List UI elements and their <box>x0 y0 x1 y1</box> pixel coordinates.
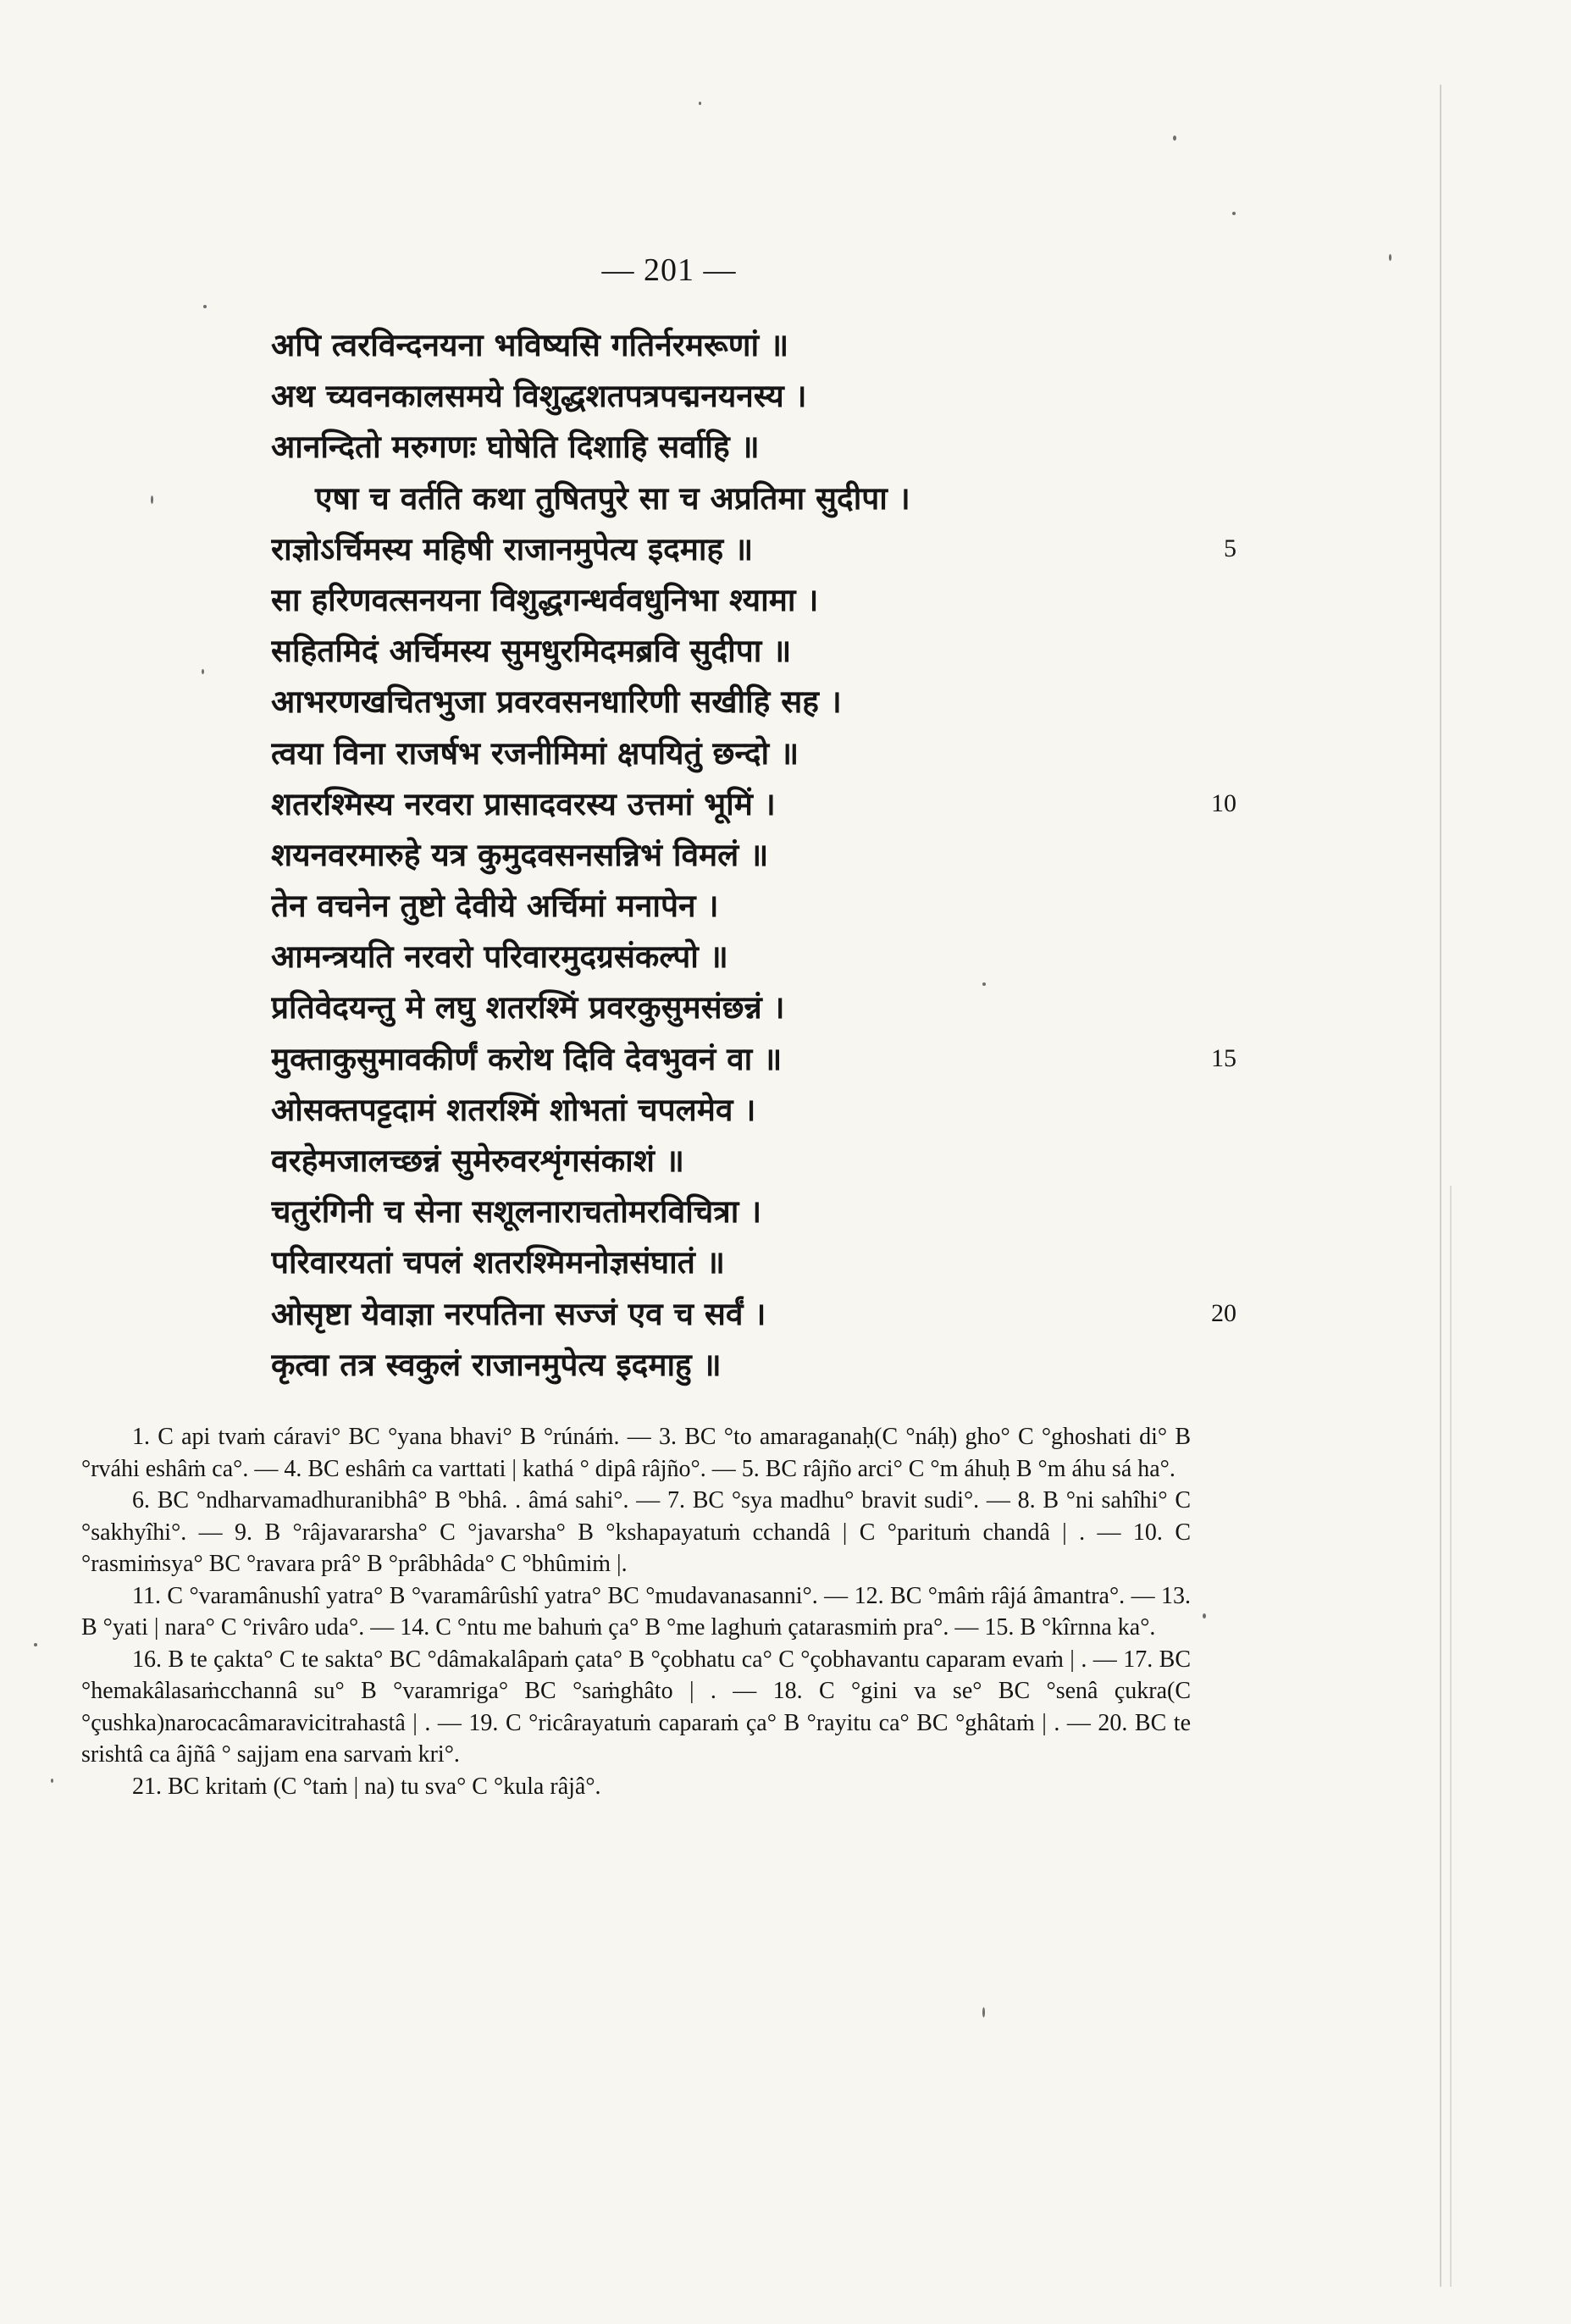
verse-line: अपि त्वरविन्दनयना भविष्यसि गतिर्नरमरूणां ॥ <box>271 327 789 363</box>
footnote-paragraph: 21. BC kritaṁ (C °taṁ | na) tu sva° C °kula râjâ°. <box>132 1773 601 1800</box>
verse-line: ओसक्तपट्टदामं शतरश्मिं शोभतां चपलमेव । <box>271 1091 756 1128</box>
footnotes <box>81 1421 1191 1802</box>
scan-speck <box>982 982 986 986</box>
scan-speck <box>1173 136 1176 141</box>
scan-speck <box>34 1643 37 1646</box>
verse-line: आमन्त्रयति नरवरो परिवारमुदग्रसंकल्पो ॥ <box>271 938 728 976</box>
verse-line: आनन्दितो मरुगणः घोषेति दिशाहि सर्वाहि ॥ <box>271 429 760 466</box>
verse-line: आभरणखचितभुजा प्रवरवसनधारिणी सखीहि सह । <box>271 683 842 721</box>
verse-line: चतुरंगिनी च सेना सशूलनाराचतोमरविचित्रा । <box>271 1193 762 1231</box>
verse-line: सहितमिदं अर्चिमस्य सुमधुरमिदमब्रवि सुदीपा ॥ <box>271 633 792 670</box>
verse-line: सा हरिणवत्सनयना विशुद्धगन्धर्ववधुनिभा श्यामा । <box>271 581 819 618</box>
footnote-paragraph: 16. B te çakta° C te sakta° BC °dâmakalâpaṁ çata° B °çobhatu ca° C °çobhavantu caparam evaṁ | . — 17. BC °hemakâlasaṁcchannâ su° B °varamriga° BC °saṁghâto | . — 18. C °gini va se° BC °senâ çukra(C °çushka)narocacâmaravicitrahastâ | . — 19. C °ricârayatuṁ caparaṁ ça° B °rayitu ca° BC °ghâtaṁ | . — 20. BC te srishtâ ca âjñâ ° sajjam ena sarvaṁ kri°. <box>81 1646 1191 1768</box>
verse-line: एषा च वर्तति कथा तुषितपुरे सा च अप्रतिमा सुदीपा । <box>315 479 910 517</box>
footnote-paragraph: 6. BC °ndharvamadhuranibhâ° B °bhâ. . âmá sahi°. — 7. BC °sya madhu° bravit sudi°. — 8. B °ni sahîhi° C °sakhyîhi°. — 9. B °râjavararsha° C °javarsha° B °kshapayatuṁ cchandâ | C °parituṁ chandâ | . — 10. C °rasmiṁsya° BC °ravara prâ° B °prâbhâda° C °bhûmiṁ |. <box>81 1487 1191 1577</box>
scan-speck <box>982 2007 985 2017</box>
scan-speck <box>699 102 701 105</box>
line-number: 5 <box>1224 534 1236 562</box>
scan-speck <box>151 495 153 504</box>
scan-speck <box>51 1779 53 1783</box>
verse-line: मुक्ताकुसुमावकीर्णं करोथ दिवि देवभुवनं वा ॥ <box>271 1040 783 1077</box>
scan-edge-line <box>1440 85 1441 2287</box>
verse-line: राज्ञोऽर्चिमस्य महिषी राजानमुपेत्य इदमाह ॥ <box>271 530 754 567</box>
scan-speck <box>1389 254 1391 261</box>
verse-line: अथ च्यवनकालसमये विशुद्धशतपत्रपद्मनयनस्य । <box>271 378 807 415</box>
verse-line: परिवारयतां चपलं शतरश्मिमनोज्ञसंघातं ॥ <box>271 1244 725 1281</box>
scan-speck <box>1203 1613 1206 1618</box>
verse-line: ओसृष्टा येवाज्ञा नरपतिना सज्जं एव च सर्वं । <box>271 1295 766 1332</box>
footnote-paragraph: 11. C °varamânushî yatra° B °varamârûshî yatra° BC °mudavanasanni°. — 12. BC °mâṁ râjá âmantra°. — 13. B °yati | nara° C °rivâro uda°. — 14. C °ntu me bahuṁ ça° B °me laghuṁ çatarasmiṁ pra°. — 15. B °kîrnna ka°. <box>81 1582 1191 1641</box>
scan-speck <box>203 305 207 308</box>
verse-line: शतरश्मिस्य नरवरा प्रासादवरस्य उत्तमां भूमिं । <box>271 785 776 822</box>
verse-line: वरहेमजालच्छन्नं सुमेरुवरशृंगसंकाशं ॥ <box>271 1143 684 1179</box>
footnote-paragraph: 1. C api tvaṁ cáravi° BC °yana bhavi° B °rúnáṁ. — 3. BC °to amaraganaḥ(C °náḥ) gho° C °ghoshati di° B °rváhi eshâṁ ca°. — 4. BC eshâṁ ca varttati | kathá ° dipâ râjño°. — 5. BC râjño arci° C °m áhuḥ B °m áhu sá ha°. <box>81 1424 1191 1482</box>
scan-speck <box>1232 212 1236 215</box>
verse-block <box>271 320 1236 1391</box>
page-number: — 201 — <box>601 252 737 288</box>
scan-speck <box>202 669 204 674</box>
scan-edge-line <box>1450 1186 1452 2287</box>
verse-line: तेन वचनेन तुष्टो देवीये अर्चिमां मनापेन । <box>271 888 719 925</box>
line-number: 10 <box>1211 788 1236 817</box>
verse-line: प्रतिवेदयन्तु मे लघु शतरश्मिं प्रवरकुसुमसंछन्नं । <box>271 989 785 1026</box>
verse-line: त्वया विना राजर्षभ रजनीमिमां क्षपयितुं छन्दो ॥ <box>271 734 799 772</box>
verse-line: कृत्वा तत्र स्वकुलं राजानमुपेत्य इदमाहु ॥ <box>271 1346 722 1383</box>
line-number: 15 <box>1211 1043 1236 1072</box>
verse-line: शयनवरमारुहे यत्र कुमुदवसनसन्निभं विमलं ॥ <box>271 836 769 873</box>
line-number: 20 <box>1211 1298 1236 1327</box>
